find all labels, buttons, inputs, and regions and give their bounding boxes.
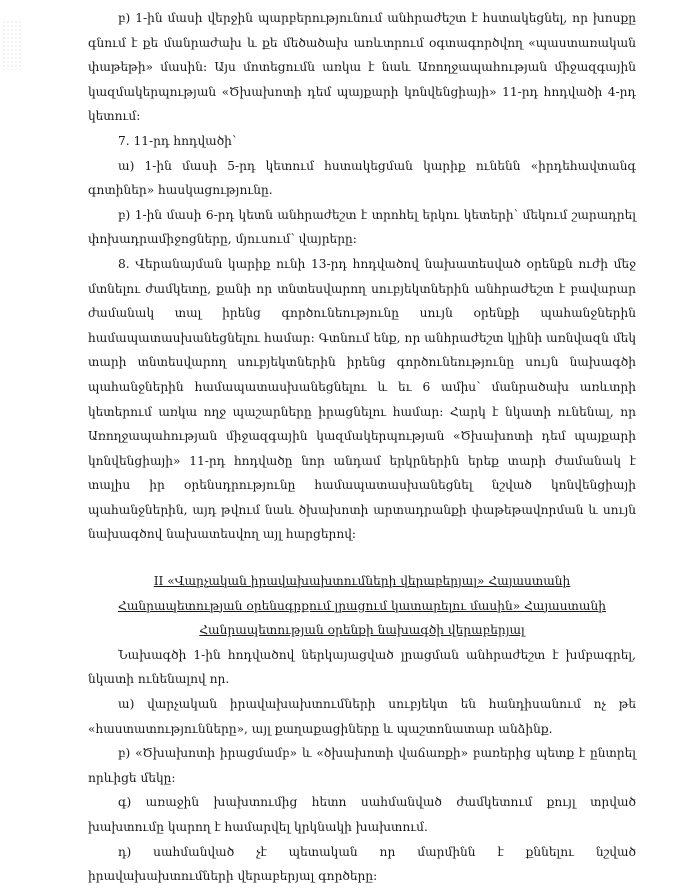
paragraph-article-11-point-b: բ) 1-ին մասի 6-րդ կետն անհրաժեշտ է տրոհել երկու կետերի՝ մեկում շարադրել փոխադրամիջոցները, մյուսում՝ վայրերը: (88, 207, 636, 247)
section-heading-ii: II «Վարչական իրավախախտումների վերաբերյալ» Հայաստանի Հանրապետության օրենսգրքում լրացում կատարելու մասին» Հայաստանի Հանրապետության օրենքի նախագծի վերաբերյալ (118, 574, 606, 638)
paragraph-point-b-packaging: բ) 1-ին մասի վերջին պարբերությունում անհրաժեշտ է հստակեցնել, որ խոսքը գնում է քե մանրաժախ և քե մեծածախ առևտրում օգտագործվող «պաստառական փաթեթի» մասին: Այս մոտեցումն առկա է նաև Առողջապահության միջազգային կազմակերպության «Ծխախոտի դեմ պայքարի կոնվենցիայի» 11-րդ հոդվածի 4-րդ կետում: (88, 11, 636, 124)
paragraph-draft-article-1: Նախագծի 1-ին հոդվածով ներկայացված լրացման անհրաժեշտ է խմբագրել, նկատի ունենալով որ. (88, 647, 636, 687)
scan-noise-artifact (2, 20, 22, 70)
document-body (88, 6, 636, 889)
section-spacer (88, 547, 636, 569)
paragraph-point-b-wording: բ) «Ծխախոտի իրացմամբ» և «ծխախոտի վաճառքի» բառերից պետք է ընտրել որևիցե մեկը: (88, 746, 636, 785)
paragraph-point-d-authority: դ) սահմանված չէ պետական որ մարմինն է քննելու նշված իրավախախտումների վերաբերյալ գործերը: (88, 844, 636, 884)
paragraph-point-a-subjects: ա) վարչական իրավախախտումների սուբյեկտ են հանդիսանում ոչ թե «հաստատությունները», այլ քաղաքացիները և պաշտոնատար անձինք. (88, 697, 636, 736)
paragraph-article-11-header: 7. 11-րդ հոդվածի՝ (118, 133, 237, 148)
paragraph-point-8-entry-into-force: 8. Վերանայման կարիք ունի 13-րդ հոդվածով նախատեսված օրենքն ուժի մեջ մտնելու ժամկետը, քանի որ տնտեսվարող սուբյեկտներին անհրաժեշտ է բավարար ժամանակ տալ իրենց գործունեությունը սույն օրենքի պահանջներին համապատասխանեցնելու համար: Գտնում ենք, որ անհրաժեշտ կլինի առնվազն մեկ տարի տնտեսվարող սուբյեկտներին իրենց գործունեությունը սույն նախագծի պահանջներին համապատասխանեցնելու և եւ 6 ամիս՝ մանրածախ առևտրի կետերում առկա ողջ պաշարները իրացնելու համար: Հարկ է նկատի ունենալ, որ Առողջապահության միջազգային կազմակերպության «Ծխախոտի դեմ պայքարի կոնվենցիայի» 11-րդ հոդվածը նոր անդամ երկրներին երեք տարի ժամանակ է տալիս իր օրենսդրությունը համապատասխանեցնել նշված կոնվենցիայի պահանջներին, այդ թվում նաև ծխախոտի արտադրանքի փաթեթավորման և սույն նախագծով նախատեսվող այլ հարցերով: (88, 256, 636, 542)
paragraph-point-g-repeat-violation: գ) առաջին խախտումից հետո սահմանված ժամկետում քույլ տրված խախտումը կարող է համարվել կրկնակի խախտում. (88, 795, 636, 834)
paragraph-article-11-point-a: ա) 1-ին մասի 5-րդ կետում հստակեցման կարիք ունենն «իրդեհավտանգ գոտիներ» հասկացությունը. (88, 158, 636, 198)
